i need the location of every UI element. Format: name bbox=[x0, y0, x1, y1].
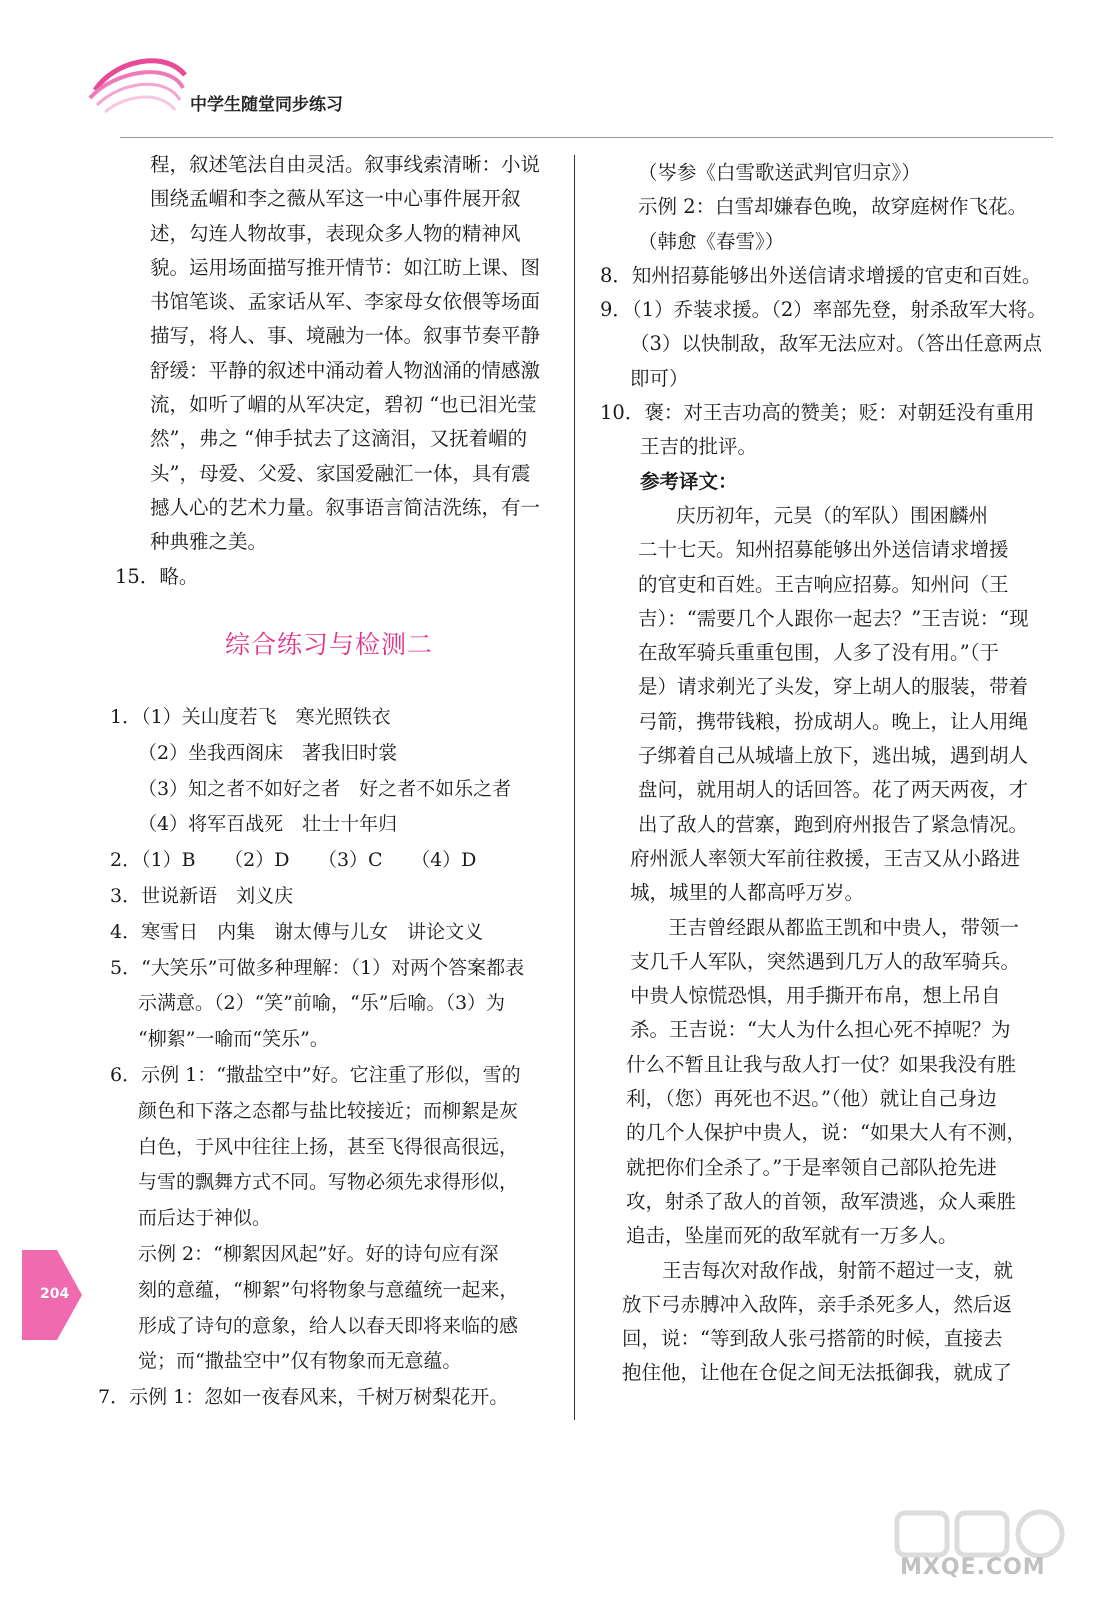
text-line: 庆历初年，元昊（的军队）围困麟州 bbox=[676, 503, 989, 527]
text-line: 支几千人军队，突然遇到几万人的敌军骑兵。 bbox=[630, 949, 1021, 973]
text-line: 的官吏和百姓。王吉响应招募。知州问（王 bbox=[638, 572, 1009, 596]
text-line: 子绑着自己从城墙上放下，逃出城，遇到胡人 bbox=[638, 744, 1029, 768]
text-line: 头”，母爱、父爱、家国爱融汇一体，具有震 bbox=[150, 461, 531, 485]
header-title: 中学生随堂同步练习 bbox=[190, 95, 343, 115]
list-item: 1．（1）关山度若飞 寒光照铁衣 bbox=[110, 706, 391, 728]
list-item: 2．（1）B （2）D （3）C （4）D bbox=[110, 849, 477, 872]
text-line: 抱住他，让他在仓促之间无法抵御我，就成了 bbox=[622, 1361, 1013, 1385]
text-line: 种典雅之美。 bbox=[150, 530, 268, 554]
right-column bbox=[600, 156, 1047, 1391]
text-line: 然”，弗之 “伸手拭去了这滴泪，又抚着嵋的 bbox=[150, 427, 528, 451]
item-15: 15．略。 bbox=[115, 564, 199, 588]
list-item: （3）知之者不如好之者 好之者不如乐之者 bbox=[138, 777, 512, 800]
text-line: 城，城里的人都高呼万岁。 bbox=[630, 881, 865, 905]
text-line: 程，叙述笔法自由灵活。叙事线索清晰：小说 bbox=[150, 153, 541, 176]
text-line: 的几个人保护中贵人，说：“如果大人有不测， bbox=[626, 1121, 1026, 1145]
list-item: 4．寒雪日 内集 谢太傅与儿女 讲论文义 bbox=[110, 920, 484, 943]
list-item: 3．世说新语 刘义庆 bbox=[110, 884, 294, 907]
translation-heading: 参考译文： bbox=[640, 469, 738, 493]
list-item: 颜色和下落之态都与盐比较接近；而柳絮是灰 bbox=[138, 1099, 519, 1122]
text-line: 围绕孟嵋和李之薇从军这一中心事件展开叙 bbox=[150, 187, 521, 211]
text-line: （3）以快制敌，敌军无法应对。（答出任意两点 bbox=[630, 332, 1043, 356]
text-line: 王吉曾经跟从都监王凯和中贵人，带领一 bbox=[668, 915, 1020, 939]
text-line: （韩愈《春雪》） bbox=[638, 229, 785, 253]
list-item: 7．示例 1：忽如一夜春风来，千树万树梨花开。 bbox=[98, 1386, 509, 1409]
list-item: 9．（1）乔装求援。（2）率部先登，射杀敌军大将。 bbox=[600, 298, 1047, 322]
list-item: 示满意。（2）“笑”前喻，“乐”后喻。（3）为 bbox=[138, 992, 506, 1015]
text-line: （岑参《白雪歌送武判官归京》） bbox=[638, 161, 921, 184]
text-line: 描写，将人、事、境融为一体。叙事节奏平静 bbox=[150, 324, 541, 348]
text-line: 利，（您）再死也不迟。”（他）就让自己身边 bbox=[626, 1087, 997, 1111]
page-number: 204 bbox=[40, 1286, 70, 1302]
text-line: 回，说：“等到敌人张弓搭箭的时候，直接去 bbox=[622, 1327, 1003, 1351]
text-line: 在敌军骑兵重重包围，人多了没有用。”（于 bbox=[638, 641, 999, 665]
list-item: 形成了诗句的意象，给人以春天即将来临的感 bbox=[138, 1314, 519, 1337]
text-line: 即可） bbox=[630, 366, 689, 390]
section-title: 综合练习与检测二 bbox=[225, 630, 434, 659]
text-line: 书馆笔谈、孟家话从军、李家母女依偎等场面 bbox=[150, 290, 541, 314]
list-item: （2）坐我西阁床 著我旧时裳 bbox=[138, 741, 398, 764]
text-line: 撼人心的艺术力量。叙事语言简洁洗练，有一 bbox=[150, 495, 541, 519]
text-line: 貌。运用场面描写推开情节：如江昉上课、图 bbox=[150, 255, 541, 279]
text-line: 示例 2：白雪却嫌春色晚，故穿庭树作飞花。 bbox=[638, 195, 1028, 219]
list-item: 而后达于神似。 bbox=[138, 1207, 272, 1230]
text-line: 王吉每次对敌作战，射箭不超过一支，就 bbox=[662, 1258, 1014, 1282]
list-item: 8．知州招募能够出外送信请求增援的官吏和百姓。 bbox=[600, 263, 1042, 287]
text-line: 出了敌人的营寨，跑到府州报告了紧急情况。 bbox=[638, 812, 1029, 836]
text-line: 杀。王吉说：“大人为什么担心死不掉呢？为 bbox=[630, 1018, 1011, 1042]
list-item: 10．褒：对王吉功高的赞美；贬：对朝廷没有重用 bbox=[600, 401, 1035, 425]
text-line: 什么不暂且让我与敌人打一仗？如果我没有胜 bbox=[626, 1052, 1017, 1076]
watermark-text: MXQE.COM bbox=[900, 1555, 1046, 1580]
header-divider bbox=[120, 137, 1053, 138]
list-item: 觉；而“撒盐空中”仅有物象而无意蕴。 bbox=[138, 1350, 462, 1373]
column-divider bbox=[574, 155, 575, 1420]
text-line: 追击，坠崖而死的敌军就有一万多人。 bbox=[626, 1224, 958, 1248]
text-line: 弓箭，携带钱粮，扮成胡人。晚上，让人用绳 bbox=[638, 709, 1029, 733]
text-line: 述，勾连人物故事，表现众多人物的精神风 bbox=[150, 221, 521, 245]
text-line: 攻，射杀了敌人的首领，敌军溃逃，众人乘胜 bbox=[626, 1189, 1017, 1213]
text-line: 盘问，就用胡人的话回答。花了两天两夜，才 bbox=[638, 778, 1029, 802]
text-line: 是）请求剃光了头发，穿上胡人的服装，带着 bbox=[638, 675, 1029, 699]
list-item: 与雪的飘舞方式不同。写物必须先求得形似， bbox=[138, 1171, 519, 1194]
text-line: 吉）：“需要几个人跟你一起去？”王吉说：“现 bbox=[638, 606, 1029, 630]
publisher-swirl-logo-icon bbox=[85, 50, 195, 120]
text-line: 舒缓：平静的叙述中涌动着人物汹涌的情感激 bbox=[150, 358, 541, 382]
list-item: 6．示例 1：“撒盐空中”好。它注重了形似，雪的 bbox=[110, 1063, 521, 1086]
text-line: 放下弓赤膊冲入敌阵，亲手杀死多人，然后返 bbox=[622, 1292, 1013, 1316]
text-line: 中贵人惊慌恐惧，用手撕开布帛，想上吊自 bbox=[630, 984, 1001, 1008]
list-item: 刻的意蕴，“柳絮”句将物象与意蕴统一起来， bbox=[138, 1278, 519, 1301]
text-line: 府州派人率领大军前往救援，王吉又从小路进 bbox=[630, 846, 1021, 870]
list-item: 示例 2：“柳絮因风起”好。好的诗句应有深 bbox=[138, 1242, 499, 1265]
list-item: （4）将军百战死 壮士十年归 bbox=[138, 813, 398, 836]
text-line: 就把你们全杀了。”于是率领自己部队抢先进 bbox=[626, 1155, 997, 1179]
list-item: 白色，于风中往往上扬，甚至飞得很高很远， bbox=[138, 1135, 519, 1158]
text-line: 二十七天。知州招募能够出外送信请求增援 bbox=[638, 538, 1009, 562]
text-line: 流，如听了嵋的从军决定，碧初 “也已泪光莹 bbox=[150, 393, 537, 417]
left-column-paragraph bbox=[115, 148, 541, 594]
list-item: “柳絮”一喻而“笑乐”。 bbox=[138, 1028, 329, 1051]
list-item: 5．“大笑乐”可做多种理解：（1）对两个答案都表 bbox=[110, 956, 525, 979]
text-line: 王吉的批评。 bbox=[640, 435, 758, 459]
answers-list bbox=[98, 700, 525, 1416]
